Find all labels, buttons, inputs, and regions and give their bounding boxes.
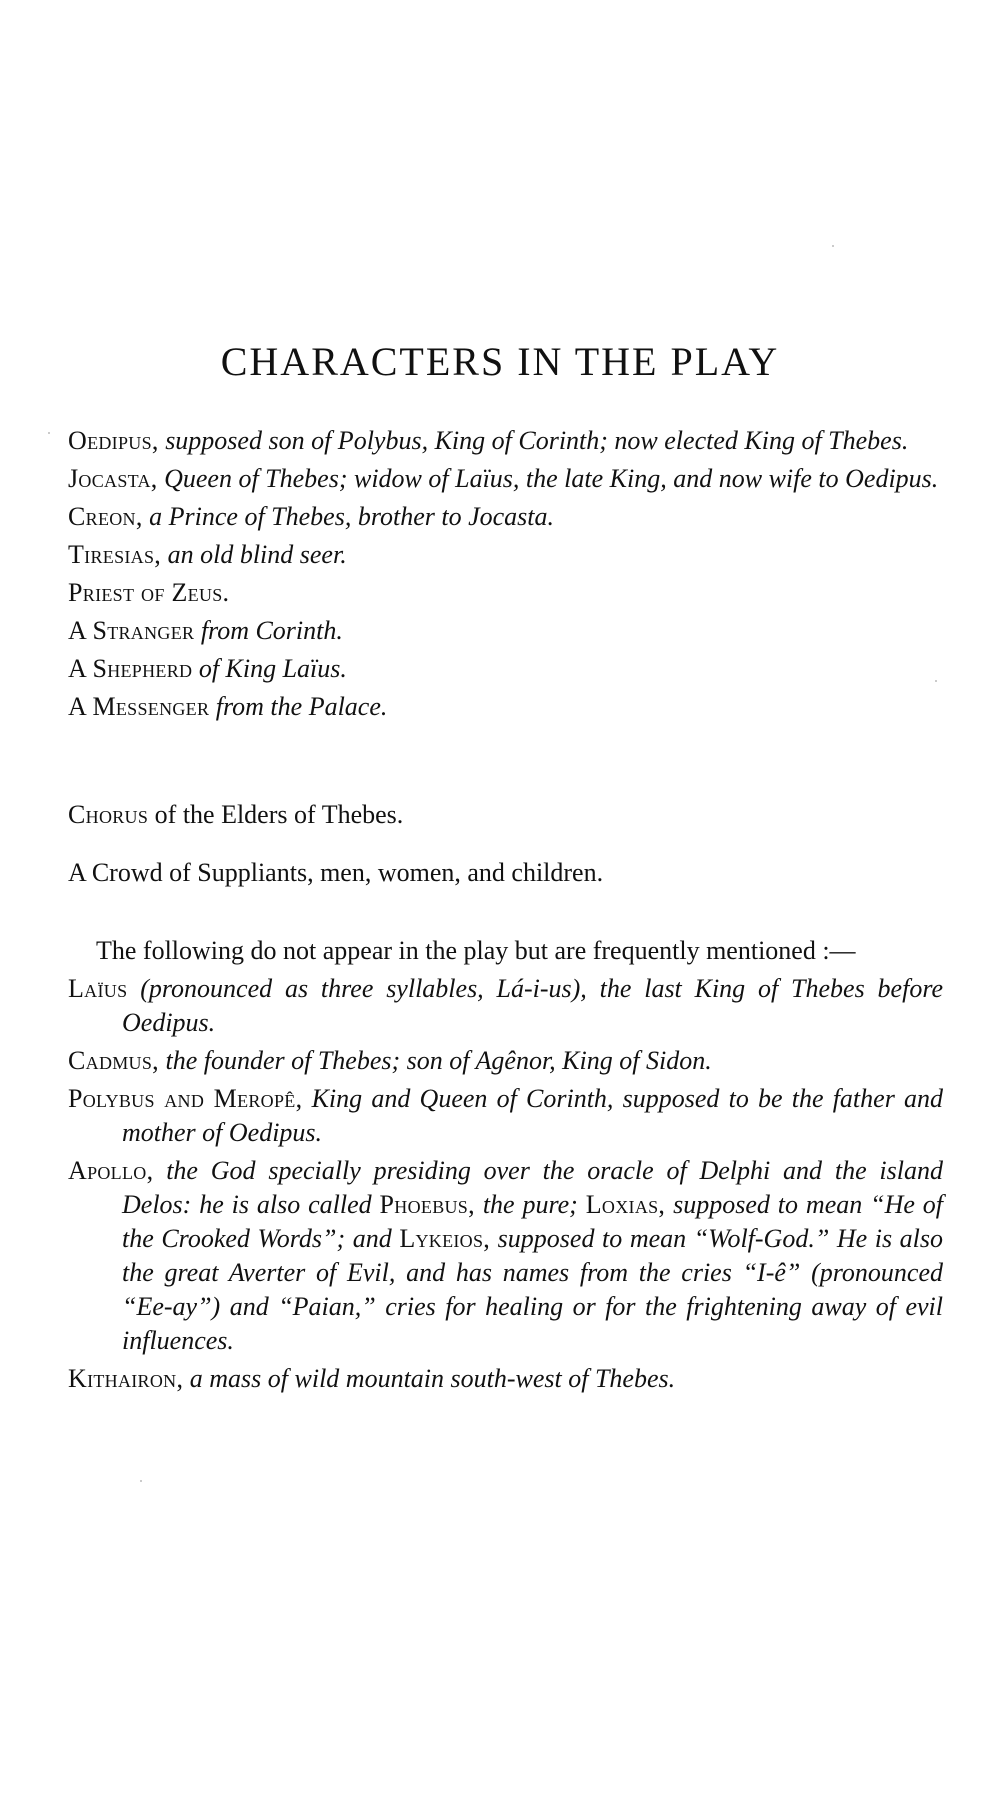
mentioned-description: (pronounced as three syllables, Lá-i-us), the last King of Thebes before Oedipus.: [122, 974, 944, 1037]
character-entry-oedipus: [68, 424, 943, 458]
paper-speck: [935, 680, 937, 682]
character-description: Queen of Thebes; widow of Laïus, the late King, and now wife to Oedipus.: [164, 464, 939, 493]
character-entry-creon: [68, 500, 943, 534]
mentioned-entry-apollo: [68, 1154, 943, 1358]
character-entry-messenger: [68, 690, 943, 724]
character-entry-tiresias: [68, 538, 943, 572]
chorus-line: [68, 798, 943, 832]
mentioned-section: [68, 934, 943, 1400]
chorus-entry: [68, 798, 943, 832]
epithet-description: the pure;: [482, 1190, 578, 1219]
character-list: [68, 424, 943, 728]
mentioned-name: Kithairon,: [68, 1364, 184, 1393]
character-name: A Stranger: [68, 616, 195, 645]
character-entry-jocasta: [68, 462, 943, 496]
paper-speck: [832, 245, 834, 247]
character-name: Oedipus,: [68, 426, 159, 455]
paper-speck: [140, 1480, 142, 1482]
mentioned-description: the founder of Thebes; son of Agênor, King of Sidon.: [165, 1046, 712, 1075]
character-name: Creon,: [68, 502, 143, 531]
character-name: Priest of Zeus.: [68, 578, 230, 607]
mentioned-description: a mass of wild mountain south-west of Thebes.: [189, 1364, 676, 1393]
page-title: CHARACTERS IN THE PLAY: [220, 339, 780, 384]
character-name: A Messenger: [68, 692, 210, 721]
mentioned-name: Cadmus,: [68, 1046, 159, 1075]
character-name: Jocasta,: [68, 464, 158, 493]
character-description: a Prince of Thebes, brother to Jocasta.: [149, 502, 555, 531]
epithet-description: supposed to mean “Wolf-God.” He is also the great Averter of Evil, and has names from the cries “I-ê” (pronounced “Ee-ay”) and “Paian,” cries for healing or for the frightening away of evil influences.: [122, 1224, 944, 1355]
epithet-name: Loxias,: [585, 1190, 666, 1219]
character-entry-shepherd: [68, 652, 943, 686]
mentioned-name: Polybus and Meropê,: [68, 1084, 303, 1113]
character-description: from Corinth.: [200, 616, 343, 645]
mentioned-name: Laïus: [68, 974, 128, 1003]
mentioned-entry-polybus-merope: [68, 1082, 943, 1150]
epithet-name: Lykeios,: [399, 1224, 491, 1253]
mentioned-entry-cadmus: [68, 1044, 943, 1078]
paper-speck: [48, 432, 50, 434]
mentioned-description: the God specially presiding over the oracle of Delphi and the island Delos: he is also called: [122, 1156, 943, 1219]
mentioned-description: King and Queen of Corinth, supposed to be the father and mother of Oedipus.: [122, 1084, 944, 1147]
mentioned-name: Apollo,: [68, 1156, 154, 1185]
character-name: A Shepherd: [68, 654, 193, 683]
character-description: supposed son of Polybus, King of Corinth; now elected King of Thebes.: [165, 426, 909, 455]
character-name: Tiresias,: [68, 540, 162, 569]
crowd-line: [68, 856, 943, 890]
epithet-description: supposed to mean “He of the Crooked Words”; and: [122, 1190, 944, 1253]
character-description: an old blind seer.: [167, 540, 347, 569]
chorus-text: of the Elders of Thebes.: [154, 800, 404, 829]
epithet-name: Phoebus,: [379, 1190, 475, 1219]
character-description: of King Laïus.: [198, 654, 347, 683]
character-entry-stranger: [68, 614, 943, 648]
mentioned-entry-laius: [68, 972, 943, 1040]
character-description: from the Palace.: [215, 692, 388, 721]
chorus-name: Chorus: [68, 800, 149, 829]
crowd-entry: A Crowd of Suppliants, men, women, and children.: [68, 858, 604, 887]
character-entry-priest: [68, 576, 943, 610]
mentioned-entry-kithairon: [68, 1362, 943, 1396]
mentioned-intro: The following do not appear in the play but are frequently mentioned :—: [96, 936, 856, 965]
